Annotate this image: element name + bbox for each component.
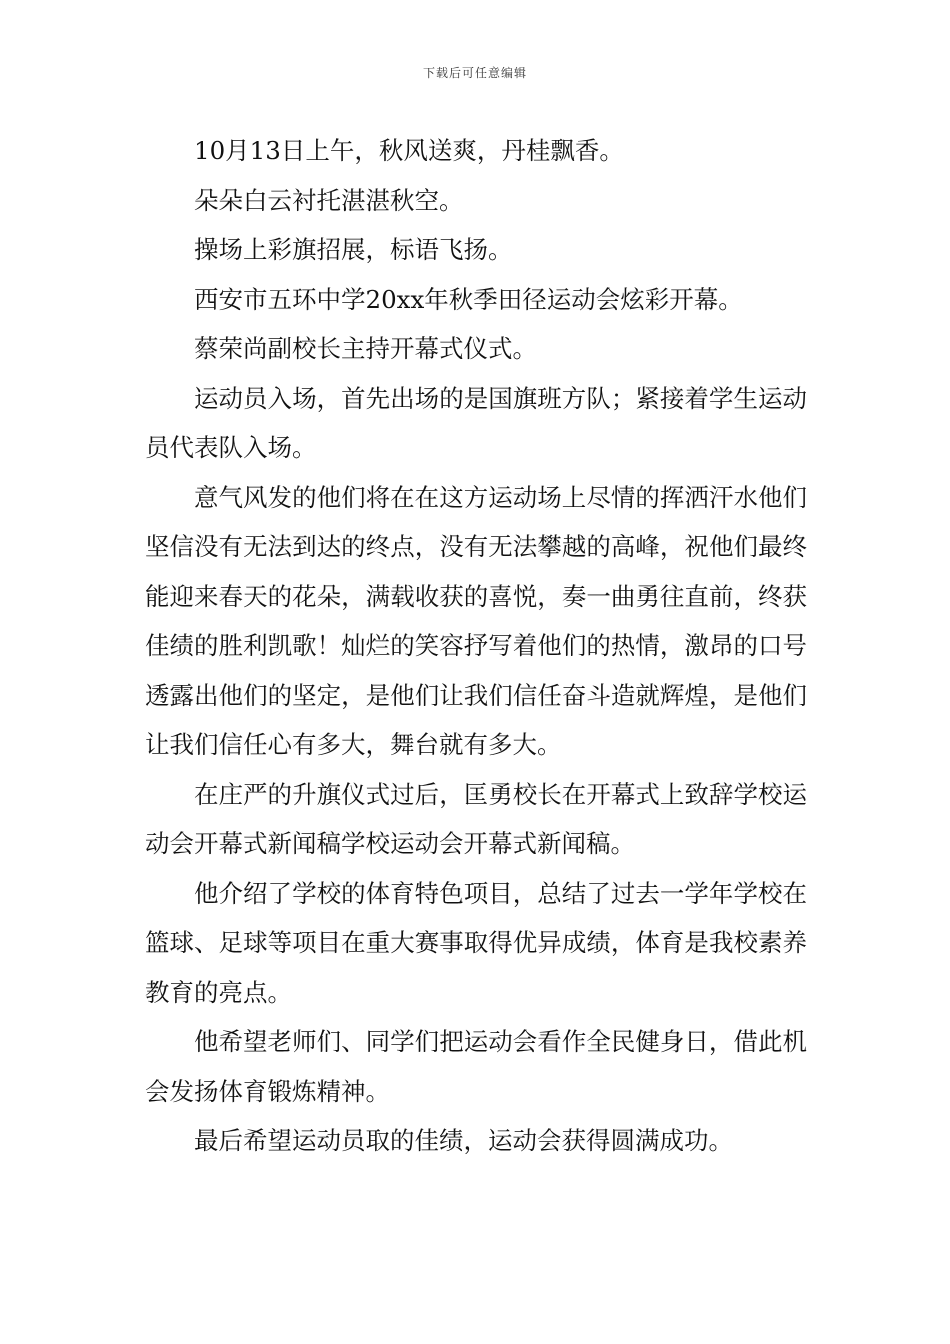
paragraph: 在庄严的升旗仪式过后，匡勇校长在开幕式上致辞学校运动会开幕式新闻稿学校运动会开幕式新闻稿。 [145,779,807,858]
paragraph: 蔡荣尚副校长主持开幕式仪式。 [194,334,537,363]
paragraph: 朵朵白云衬托湛湛秋空。 [194,185,464,215]
paragraph: 西安市五环中学20xx年秋季田径运动会炫彩开幕。 [194,284,743,314]
paragraph: 最后希望运动员取的佳绩，运动会获得圆满成功。 [194,1126,733,1155]
paragraph: 他介绍了学校的体育特色项目，总结了过去一学年学校在篮球、足球等项目在重大赛事取得优异成绩，体育是我校素养教育的亮点。 [145,878,807,1007]
article-body [145,126,807,1166]
paragraph: 操场上彩旗招展，标语飞扬。 [194,235,513,264]
paragraph: 运动员入场，首先出场的是国旗班方队；紧接着学生运动员代表队入场。 [145,383,807,462]
paragraph: 他希望老师们、同学们把运动会看作全民健身日，借此机会发扬体育锻炼精神。 [145,1027,807,1106]
page-header-note: 下载后可任意编辑 [422,66,527,80]
paragraph: 10月13日上午，秋风送爽，丹桂飘香。 [194,136,624,165]
paragraph: 意气风发的他们将在在这方运动场上尽情的挥洒汗水他们坚信没有无法到达的终点，没有无法攀越的高峰，祝他们最终能迎来春天的花朵，满载收获的喜悦，奏一曲勇往直前，终获佳绩的胜利凯歌！灿烂的笑容抒写着他们的热情，激昂的口号透露出他们的坚定，是他们让我们信任奋斗造就辉煌，是他们让我们信任心有多大，舞台就有多大。 [145,482,807,759]
